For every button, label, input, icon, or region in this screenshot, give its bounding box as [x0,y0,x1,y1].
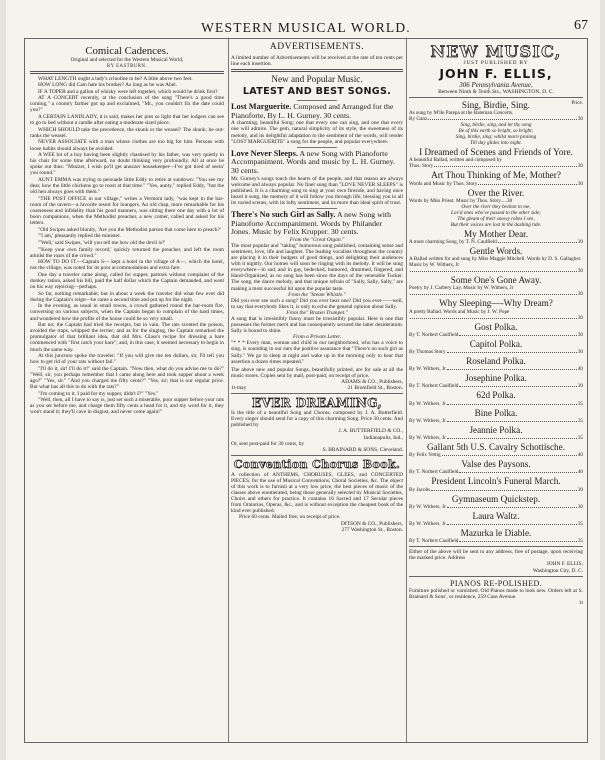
music-price-line [409,538,583,544]
music-title-text: Sing, Birdie, Sing. [461,100,531,110]
joke-paragraph: HOW LONG did Cain hate his brother? As long as he was Abel. [38,82,177,89]
music-price: 30 [577,383,583,390]
song-body: A charming, beautiful Song; one that every one can sing, and one that every one will admire. The gem, natural simplicity of its style, the sweetness of its melody, and its delightful adaptation to the sentiment of the words, will render "LOST MARGUERITE" a song for the people, and popular everywhere. [231,120,403,145]
music-price: 30 [577,268,583,275]
music-price-line [409,401,583,407]
leader-dots [410,268,577,272]
music-author: By W. Withers, Jr [409,503,446,510]
joke-paragraph: "I'm coming to it. I paid for my supper, didn't I?" "Yes." [38,390,159,397]
double-rule [231,69,403,72]
joke-paragraph: "I'll do it, sir! I'll do it!" said the Captain. "Now then, what do you advise me to do?" "Well, sir, you perhaps remember that I came along here and took supper about a week ago?" "Yes, sir." "And you charged me fifty cents?" "Yes, sir; that is our regular price. But what has all this to do with the rats?" [30,365,224,391]
music-author: By W. Withers, Jr [409,521,446,528]
music-price: 35 [577,521,583,528]
music-item [409,275,583,297]
music-item [409,322,583,338]
mail-note: The above new and popular Songs, beautifully printed, are for sale at all the music stores. Copies sent by mail, post-paid, on receipt of price. [231,366,403,379]
piano-body: Furniture polished or varnished. Old Pianos made to look new. Orders left at S. Brainard & Sons', or residence, 259 Case Avenue. [409,587,583,600]
joke-paragraph: At this juncture spoke the traveler: "If you will give me ten dollars, sir, I'll tell you how to get rid of your rats without fail." [30,353,224,366]
separator [231,393,403,394]
leader-dots [447,435,577,439]
price-column-header: Price. [571,101,583,106]
song-body: A song that is irresistibly funny must be irresistibly popular. Here is one that possesses the former merit and has consequently secured the latter desideratum. Sally is bound to shine. [231,316,403,335]
song-no-such-girl [231,211,403,365]
publisher-address: 21 Bromfield St., Boston. [347,385,403,392]
leader-dots [434,163,577,167]
publisher-date: 1t-may [231,385,247,392]
joke-paragraph: So far, nothing remarkable; but in about a week the traveler did what few ever did during the Captain's reign—he came a second time and put up for the night. [30,290,224,303]
column-rule-2 [406,39,407,742]
closing-name: JOHN F. ELLIS, [546,561,583,568]
separator [409,97,583,98]
publisher-name: S. BRAINARD & SONS, Cleveland. [322,446,403,453]
music-title: President Lincoln's Funeral March. [431,476,561,487]
song-title: There's No such Girl as Sally. [231,210,336,219]
music-title: Gentle Words. [469,246,523,257]
music-price: 35 [577,417,583,424]
music-author: By Jacobs [409,486,431,493]
section-subtitle: Original and selected for the Western Musical World, [70,57,184,63]
music-description: As sung by M'lle Parepa at the Bateman Concerts. [409,110,514,117]
music-price: 30 [577,291,583,298]
leader-dots [498,239,577,243]
music-price-line [409,366,583,372]
music-author: Words and Music by Thos. Story [409,180,478,187]
music-price-line [409,291,583,297]
new-music-heading: NEW MUSIC, [430,42,562,61]
convention-body: A collection of ANTHEMS, CHORUSES, GLEES, and CONCERTED PIECES, for the use of Musical Conventions, Choral Societies, &c. The object of this work is to furnish at a very low price, the best pieces of music of the classes above enumerated, being those generally selected by Musical Societies, Choirs and others for practice. It contains 16 Sacred and 17 Secular pieces from Oratorios, Operas, &c., and is without exception the cheapest book of the kind ever published. [231,471,403,515]
published-by: JUST PUBLISHED BY [463,60,529,66]
music-item [409,373,583,389]
leader-dots [447,418,577,422]
music-item [409,246,583,274]
music-item [409,356,583,372]
music-title: Why Sleeping—-Why Dream? [439,298,553,309]
leader-dots [447,349,577,353]
music-price-line [409,181,583,187]
double-rule [30,71,224,74]
music-list [409,100,583,544]
music-item [409,390,583,406]
review-source: From the" Brazen Trumpet." [286,309,348,316]
music-price: 35 [577,538,583,545]
music-price-line [409,521,583,527]
music-title: Gallant 5th U.S. Cavalry Schottische. [426,442,566,453]
joke-paragraph: WHAT LENGTH ought a lady's crinoline to be? A little above two feet. [38,75,193,82]
publisher-name: J. A. BUTTERFIELD & CO., [338,428,403,435]
music-title [409,100,583,110]
publisher-address-2: Between Ninth & Tenth Sts., WASHINGTON, D. C. [438,89,554,95]
jokes-body [30,76,224,416]
leader-dots [447,504,577,508]
music-author: By W. Withers, Jr [409,366,446,373]
joke-paragraph: A CERTAIN LANDLADY, it is said, makes her pies so light that her lodgers can see to go to bed without a candle after eating a moderate sized piece. [30,114,224,127]
song-lost-marguerite [231,103,403,145]
song-body: "* * * Every man, woman and child in our neighborhood, who has a voice to sing, is sounding in our ears the positive assurance that "There's no such girl as Sally." We go to sleep at night and wake up in the morning only to hear that assertion a dozen times repeated." [231,340,403,365]
song-love-never-sleeps [231,150,403,206]
music-title: Gost Polka. [474,321,518,332]
column-advertisements [231,41,403,740]
music-author: Thos. Story [409,163,434,170]
joke-paragraph: "THE POST OFFICE in our village," writes a Vermont lady, "was kept in the bar-room of the tavern—a favorite resort for loungers. An old chap, more remarkable for his coarseness and infidelity than his good manners, was sitting there one day with a lot of boon companions, when the Methodist preacher, a new comer, called and asked for his letters. [30,195,224,227]
music-price: 40 [577,452,583,459]
music-item [409,511,583,527]
joke-paragraph: But no; the Captain had tried the receipts, but in vain. The rats scented the poison, avoided the traps, whipped the terrier; and as for the singing, the Captain remarked the promulgator of that brilliant idea, that old Mrs. Glass's recipe for dressing a hare commenced with "first catch your hare"; and, in this case, it seemed necessary to begin in much the same way. [30,322,224,353]
music-item [409,459,583,475]
song-desc: A new Song with Pianoforte Accompaniment. Words and music by L. H. Gurney. 30 cents. [231,148,395,175]
sent-note: Or, sent post-paid for 30 cents, by [231,440,305,447]
music-author: By T. Norbert Caulfield [409,469,459,476]
music-verse: Over the river they beckon to me, Lov'd ones who've passed to the other side; The gleam of their snowy robes I see, But their voices are lost in the dashing tide. [450,203,542,228]
music-title: My Mother Dear. [463,228,529,239]
music-price: 40 [577,469,583,476]
music-item [409,442,583,458]
joke-paragraph: AT A CONCERT recently, at the conclusion of the song "There's a good time coming," a country farmer got up and exclaimed, "Mr., you couldn't fix the date could you?" [30,95,224,114]
separator [297,208,337,209]
leader-dots [459,469,576,473]
music-title: Over the River. [467,187,525,198]
music-author: A most charming Song, by T. N. Caulfield [409,239,497,246]
song-desc: A new Song with Pianoforte Accompaniment. Words by Philander Jones. Music by Felix Krupper. 30 cents. [231,210,391,237]
music-title: Bine Polka. [474,407,518,418]
music-author: By W. Withers, Jr [409,417,446,424]
music-title: Capitol Polka. [469,338,523,349]
separator [297,100,337,101]
publisher-address: 306 Pennsylvania Avenue, [459,81,533,89]
leader-dots [459,538,576,542]
music-item [409,170,583,186]
music-price: 35 [577,400,583,407]
music-item [409,147,583,169]
page-number: 67 [574,18,588,33]
joke-paragraph: NEVER ASSOCIATE with a man whose clothes are too big for him. Persons with loose habits should always be avoided. [30,139,224,152]
music-title: Some One's Gone Away. [450,275,542,286]
section-title: Comical Cadences. [85,45,169,57]
music-author: By Felix Yettig [409,452,441,459]
music-title: Valse des Paysons. [461,459,531,470]
review-source: From a Private Letter. [292,334,341,341]
piano-heading: PIANOS RE-POLISHED. [449,578,543,588]
music-item [409,339,583,355]
music-price: 30 [577,349,583,356]
page-header [24,16,588,36]
music-description: A Ballad written for and sung by Miss Maggie Mitchell. Words by D. S. Gallagher. Music by W. Withers, Jr [409,256,582,269]
music-price: 30 [577,331,583,338]
music-verse: Sing, birdie, sing, and let thy song Be of this earth so bright, so bright; Sing, birdie, sing; whilst morn prolong Till day glides into night. [455,122,537,147]
music-author: By T. Norbert Caulfield [409,383,459,390]
music-item [409,476,583,492]
music-item [409,494,583,510]
page [6,0,600,760]
closing-address: Washington City, D. C. [532,567,583,574]
music-description: A pretty Ballad. Words and Music by J. W. Pope [409,308,510,315]
music-price-line [409,332,583,338]
music-title: I Dreamed of Scenes and Friends of Yore. [419,147,573,158]
publisher-name: JOHN F. ELLIS, [439,66,553,81]
leader-dots [442,452,577,456]
joke-paragraph: "'Keep your own family record,' quickly returned the preacher, and left the room amidst the roars of the crowd." [30,246,224,259]
publisher-name: DITSON & CO., Publishers, [341,520,403,527]
joke-paragraph: WHICH SHOULD take the precedence, the skunk or the weasel? The skunk; he out-ranks the weasel. [30,126,224,139]
joke-paragraph: One day a traveler came along, called for supper, partook without complaint of the donkey ration, asked his bill, paid the half dollar which the Captain demanded, and went on his way rejoicing—perhaps. [30,271,224,291]
music-title: Art Thou Thinking of Me, Mother? [431,170,561,181]
publisher-address: 277 Washington St., Boston. [341,526,403,533]
leader-dots [459,383,576,387]
leader-dots [431,487,577,491]
music-price-line [409,418,583,424]
music-author: By Ganz [409,116,428,123]
music-item [409,425,583,441]
piano-tag: 1t [578,599,583,606]
publisher-name: ADAMS & CO., Publishers, [341,378,403,385]
music-price-line [409,487,583,493]
music-price: 30 [577,239,583,246]
music-price: 30 [577,314,583,321]
leader-dots [428,116,577,120]
separator [409,576,583,577]
music-price-line [409,268,583,274]
leader-dots [410,315,577,319]
music-description: Poetry by J. Carbery Lay. Music by W. Withers, Jr [409,285,514,292]
column-comical-cadences [30,41,224,740]
music-price: 30 [577,486,583,493]
joke-paragraph: HOW TO DO IT.—Captain S— kept a hotel in the village of A—, which the hotel, not the village, was noted for its poor accommodations and extra fare. [30,259,224,272]
music-item [409,229,583,245]
music-title: Josephine Polka. [465,373,527,384]
separator [231,455,403,456]
ads-intro: A limited number of Advertisements will be received at the rate of ten cents per line each insertion. [231,55,403,68]
publisher-address: Indianapolis, Ind., [363,434,403,441]
music-author: By T. Norbert Caulfield [409,331,459,338]
music-price-line [409,452,583,458]
review-source: From the "Steam Whistle." [288,291,346,298]
leader-dots [447,521,577,525]
music-item [409,528,583,544]
music-price: 30 [577,116,583,123]
running-title: WESTERN MUSICAL WORLD. [201,20,411,35]
music-price-line [409,349,583,355]
music-item [409,408,583,424]
leader-dots [478,181,576,185]
music-price: 30 [577,180,583,187]
music-title: Mazurka le Diable. [460,528,532,539]
music-title: Jeannie Polka. [469,424,523,435]
music-price-line [409,315,583,321]
convention-heading: Convention Chorus Book. [233,457,401,471]
separator [409,546,583,547]
song-desc: Composed and Arranged for the Pianoforte, By L. H. Gurney. 30 cents. [231,102,394,120]
music-author: By W. Withers, Jr [409,435,446,442]
music-price: 35 [577,435,583,442]
leader-dots [447,401,577,405]
publisher-line [231,385,403,391]
music-item [409,298,583,320]
song-body: Mr. Gurney's songs touch the hearts of the people, and that reason are always welcome and always popular. No finer song than "LOVE NEVER SLEEPS" is published. It is a charming song to sing at your own fireside, and having once heard it sung, the memory of it will follow you through life, blessing you in all its varied scenes, with its lofty sentiment, and its more than ideal spirit of trust. [231,175,403,206]
ads-title: ADVERTISEMENTS. [269,42,365,52]
music-title: Gymnaseum Quickstep. [451,493,541,504]
joke-paragraph: "Old Swipes asked bluntly, 'Are you the Methodist parson that come here to preach?' [38,226,221,233]
byline: BY EASTBURN. [106,63,148,69]
music-item [409,100,583,146]
music-price-line [409,163,583,169]
music-price-line [409,469,583,475]
music-author: By T. Norbert Caulfield [409,538,459,545]
column-rule-1 [228,39,229,742]
music-description: A beautiful Ballad, written and composed by [409,157,502,164]
music-price-line [409,435,583,441]
music-item [409,188,583,228]
song-title: Lost Marguerite. [231,102,292,112]
joke-paragraph: "'I am,' pleasantly replied the minister. [38,233,121,240]
joke-paragraph: IF A TOPER and a gallon of whisky were left together, which would he drink first? [38,88,218,95]
latest-best-heading: LATEST AND BEST SONGS. [242,86,392,98]
leader-dots [410,291,577,295]
leader-dots [459,332,576,336]
music-price: 30 [577,163,583,170]
music-price-line [409,383,583,389]
music-price: 30 [577,503,583,510]
review-source: From the "Great Organ." [289,236,345,243]
music-author: By W. Withers, Jr [409,400,446,407]
song-body: Did you ever see such a song? Did you ever hear one? Did you ever——well, to say that everybody likes it, is only to echo the general opinion about Sally. [231,297,403,310]
ever-dreaming-heading: EVER DREAMING, [251,396,383,411]
music-description: Words by Miss Priest. Music by Thos. Story.....30 [409,197,513,204]
song-body: The most popular and "taking" humorous song published, containing sense and sentiment, love, life and laughter. The leading vocalists throughout the country are placing it in their budgets of good things, and delighting their audiences with it nightly. Our homes will soon be ringing with its melody. It will be sung everywhere—in sad, and in gay, bedecked, humored, drummed, fingered, and Hand-Organized, as no song has been since the days of the venerable Tucker. The song, the dance melody, and that unique refrain of "Sally, Sally, Sally," are making a most successful hit upon the popular taste. [231,242,403,292]
music-title: 62d Polka. [476,390,516,401]
music-price-line [409,239,583,245]
music-price-line [409,504,583,510]
joke-paragraph: "'Well,' said Swipes, 'will you tell me how old the devil is?' [38,239,166,246]
music-title: Laura Waltz. [472,510,520,521]
joke-paragraph: In the evening, as usual in small towns, a crowd gathered round the bar-room fire, conversing on various subjects, when the Captain began to complain of the hard times, and wondered how the profits of the house could be so very small. [30,303,224,322]
closing-note: Either of the above will be sent to any address, free of postage, upon receiving the marked price. Address [409,549,583,562]
convention-price: Price 60 cents. Mailed free, on receipt of price. [239,514,341,521]
music-author: By Thomas Story [409,349,446,356]
column-new-music [409,41,583,740]
ever-dreaming-body: Is the title of a beautiful Song and Chorus, composed by J. A. Butterfield. Every singer should send for a copy of this charming Song. Price 30 cents. And published by [231,410,403,429]
joke-paragraph: "Well, then, all I have to say is, just set such a miserable, poor supper before your rats as you set before me, and charge them fifty cents a head for it, and my word for it, they won't stand it; they'll cave in disgust, and never come again!" [30,397,224,416]
song-title: Love Never Sleeps. [231,148,298,158]
separator [297,147,337,148]
new-popular-title: New and Popular Music. [271,74,363,85]
leader-dots [447,366,577,370]
page-frame [24,38,588,743]
joke-paragraph: AUNT EMMA was trying to persuade little Eddy to retire at sundown: "You see my dear, how the little chickens go to roost at that time." "Yes, aunty," replied Eddy, "but the old hen always goes with them." [30,177,224,196]
joke-paragraph: A WEE bit of a boy having been slightly chastised by his father, was very quietly in his chair for some time afterward, no doubt thinking very profoundly. All at once he spoke out thus: "Muzzer, I wish po'll get anuzzer housekeeper—I've got tired of seein' you round." [30,152,224,177]
music-price: 40 [577,366,583,373]
music-title: Roseland Polka. [466,356,526,367]
